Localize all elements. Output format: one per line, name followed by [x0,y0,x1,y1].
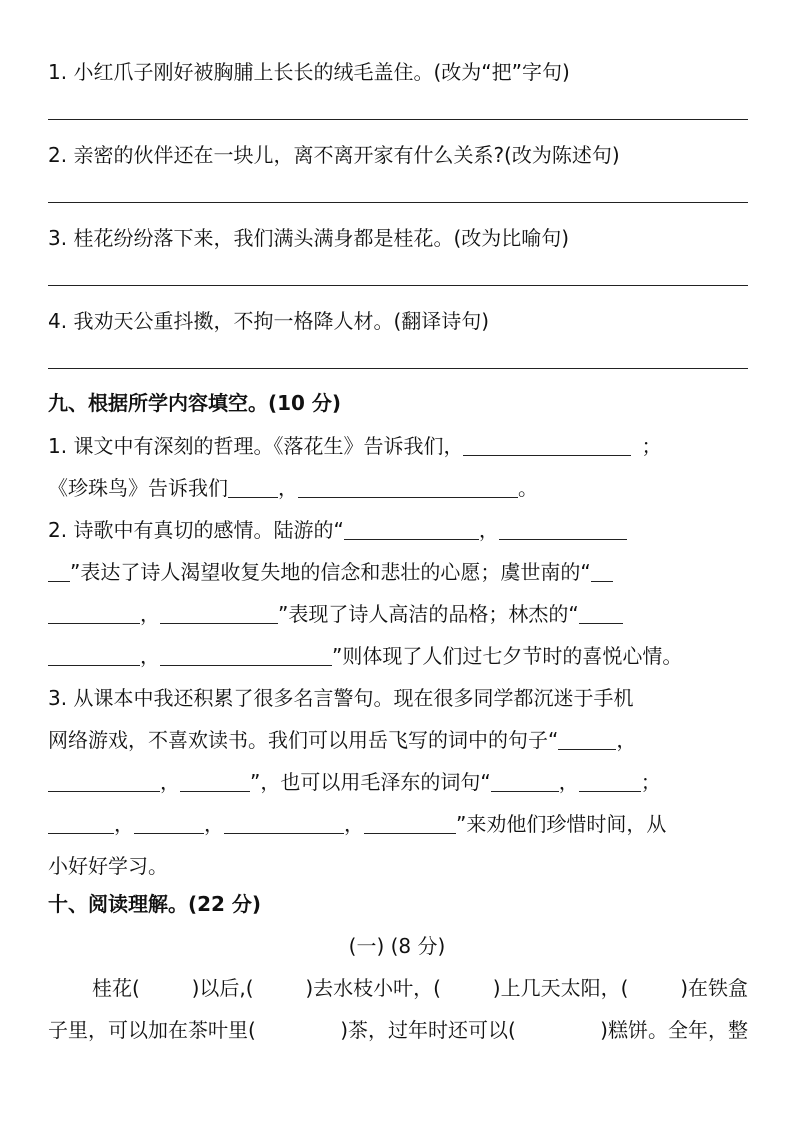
fill-blank[interactable] [160,645,332,666]
question-8-1: 1. 小红爪子刚好被胸脯上长长的绒毛盖住。(改为“把”字句) [48,60,570,84]
question-8-3: 3. 桂花纷纷落下来，我们满头满身都是桂花。(改为比喻句) [48,226,570,250]
question-text: ”来劝他们珍惜时间，从 [456,812,667,836]
reading-paragraph-line2 [48,1014,748,1043]
question-9-3-line5: 小好好学习。 [48,854,168,878]
question-text: 1. 课文中有深刻的哲理。《落花生》告诉我们， [48,434,464,458]
para-segment: )以后,( [191,976,254,1000]
fill-blank[interactable] [48,603,140,624]
punctuation: ； [641,434,662,458]
answer-line[interactable] [48,368,748,369]
fill-blank[interactable] [579,771,641,792]
fill-blank[interactable] [134,813,204,834]
punctuation: ， [140,644,160,668]
question-9-3-line1: 3. 从课本中我还积累了很多名言警句。现在很多同学都沉迷于手机 [48,686,634,710]
para-segment: )在铁盒 [680,976,748,1000]
para-segment: )糕饼。全年，整 [600,1018,748,1042]
question-9-3-line4 [48,808,748,837]
question-9-1-line1 [48,430,748,459]
fill-blank[interactable] [48,771,160,792]
fill-blank[interactable] [579,603,623,624]
para-segment: 子里，可以加在茶叶里( [48,1018,256,1042]
punctuation: ， [140,602,160,626]
question-9-1-line2 [48,472,748,501]
fill-blank[interactable] [160,603,278,624]
answer-line[interactable] [48,119,748,120]
fill-blank[interactable] [344,519,479,540]
question-9-2-line2 [48,556,748,585]
punctuation: ， [344,812,364,836]
fill-blank[interactable] [48,645,140,666]
fill-blank[interactable] [224,813,344,834]
question-text: 《珍珠鸟》告诉我们 [48,476,228,500]
question-8-2: 2. 亲密的伙伴还在一块儿，离不离开家有什么关系?(改为陈述句) [48,143,620,167]
fill-blank[interactable] [491,771,559,792]
punctuation: ， [160,770,180,794]
punctuation: ， [558,770,579,794]
question-text: 2. 诗歌中有真切的感情。陆游的“ [48,518,344,542]
fill-blank[interactable] [463,435,631,456]
part-1-title: (一) (8 分) [348,934,446,958]
punctuation: ， [478,518,499,542]
section-10-heading: 十、阅读理解。(22 分) [48,892,262,916]
fill-blank[interactable] [228,477,278,498]
fill-blank[interactable] [48,561,70,582]
question-text: ”则体现了人们过七夕节时的喜悦心情。 [332,644,683,668]
question-9-2-line4 [48,640,748,669]
question-8-4: 4. 我劝天公重抖擞，不拘一格降人材。(翻译诗句) [48,309,490,333]
fill-blank[interactable] [558,729,616,750]
punctuation: ； [640,770,661,794]
question-text: ”表现了诗人高洁的品格；林杰的“ [278,602,579,626]
punctuation: 。 [518,476,538,500]
punctuation: ， [616,728,637,752]
answer-line[interactable] [48,202,748,203]
question-9-3-line2 [48,724,748,753]
fill-blank[interactable] [364,813,456,834]
reading-paragraph-line1 [92,972,748,1001]
question-9-2-line1 [48,514,748,543]
fill-blank[interactable] [180,771,250,792]
fill-blank[interactable] [591,561,613,582]
question-9-3-line3 [48,766,748,795]
section-9-heading: 九、根据所学内容填空。(10 分) [48,391,342,415]
answer-line[interactable] [48,285,748,286]
punctuation: ， [204,812,224,836]
para-segment: )去水枝小叶，( [305,976,441,1000]
question-text: 网络游戏，不喜欢读书。我们可以用岳飞写的词中的句子“ [48,728,559,752]
para-segment: )茶，过年时还可以( [340,1018,516,1042]
punctuation: ， [114,812,134,836]
para-segment: )上几天太阳，( [492,976,629,1000]
question-text: ”，也可以用毛泽东的词句“ [250,770,491,794]
question-text: ”表达了诗人渴望收复失地的信念和悲壮的心愿；虞世南的“ [70,560,591,584]
question-9-2-line3 [48,598,748,627]
fill-blank[interactable] [48,813,114,834]
punctuation: ， [278,476,298,500]
fill-blank[interactable] [499,519,627,540]
para-segment: 桂花( [92,976,140,1000]
fill-blank[interactable] [298,477,518,498]
